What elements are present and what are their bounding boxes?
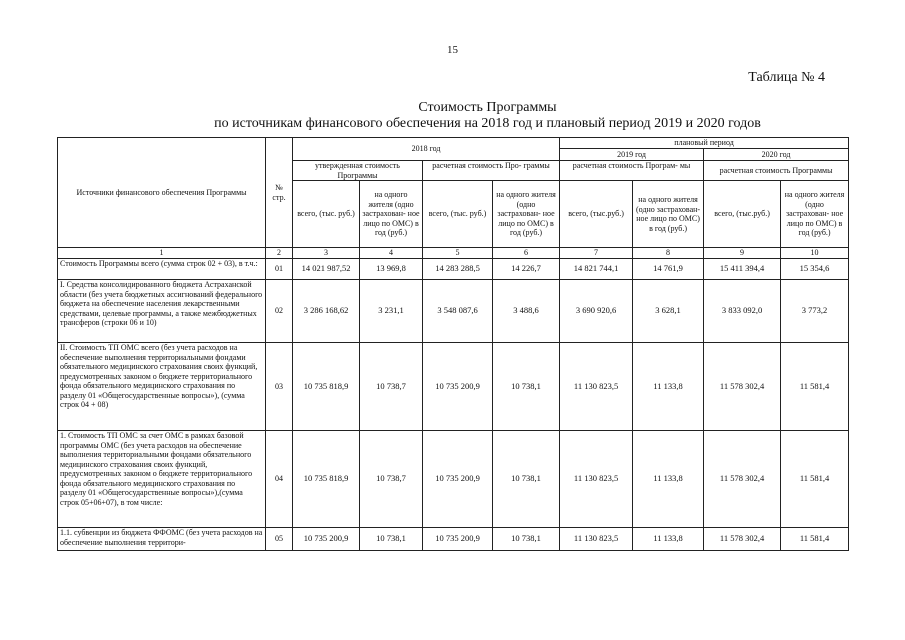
- value-cell: 10 735 818,9: [293, 431, 360, 528]
- header-planned-period-cell: плановый период: [560, 138, 849, 149]
- value-cell: 10 738,1: [493, 431, 560, 528]
- header-2020-cell: 2020 год: [704, 149, 849, 161]
- table-row: [58, 259, 849, 280]
- column-number-cell: 4: [360, 248, 423, 259]
- column-number-cell: 7: [560, 248, 633, 259]
- value-cell: 10 735 200,9: [423, 431, 493, 528]
- row-number-cell: 03: [266, 343, 293, 431]
- cost-table: [57, 137, 849, 551]
- column-number-cell: 2: [266, 248, 293, 259]
- value-cell: 14 226,7: [493, 259, 560, 280]
- value-cell: 11 130 823,5: [560, 431, 633, 528]
- column-number-cell: 5: [423, 248, 493, 259]
- value-cell: 10 738,1: [493, 343, 560, 431]
- row-label-cell: Стоимость Программы всего (сумма строк 02 + 03), в т.ч.:: [58, 259, 266, 280]
- table-row: [58, 280, 849, 343]
- header-total-cell: всего, (тыс.руб.): [560, 181, 633, 248]
- header-calc-cost-2019-cell: расчетная стоимость Програм- мы: [560, 161, 704, 181]
- value-cell: 14 283 288,5: [423, 259, 493, 280]
- value-cell: 10 738,1: [360, 528, 423, 551]
- table-title: Стоимость Программы: [418, 100, 557, 115]
- value-cell: 11 130 823,5: [560, 343, 633, 431]
- header-total-cell: всего, (тыс. руб.): [293, 181, 360, 248]
- value-cell: 14 021 987,52: [293, 259, 360, 280]
- row-number-cell: 02: [266, 280, 293, 343]
- header-per-capita-cell: на одного жителя (одно застрахован- ное лицо по ОМС) в год (руб.): [781, 181, 849, 248]
- value-cell: 11 133,8: [633, 343, 704, 431]
- value-cell: 11 578 302,4: [704, 343, 781, 431]
- column-number-cell: 6: [493, 248, 560, 259]
- value-cell: 14 821 744,1: [560, 259, 633, 280]
- table-row: [58, 431, 849, 528]
- value-cell: 10 738,7: [360, 431, 423, 528]
- header-2018-cell: 2018 год: [293, 138, 560, 161]
- row-label-cell: 1.1. субвенции из бюджета ФФОМС (без учета расходов на обеспечение выполнения территори-: [58, 528, 266, 551]
- header-per-capita-cell: на одного жителя (одно застрахован- ное лицо по ОМС) в год (руб.): [360, 181, 423, 248]
- value-cell: 11 133,8: [633, 528, 704, 551]
- header-total-cell: всего, (тыс.руб.): [704, 181, 781, 248]
- value-cell: 3 231,1: [360, 280, 423, 343]
- header-calc-cost-2020-cell: расчетная стоимость Программы: [704, 161, 849, 181]
- value-cell: 10 735 200,9: [293, 528, 360, 551]
- column-number-row: [58, 248, 849, 259]
- row-number-cell: 04: [266, 431, 293, 528]
- value-cell: 3 628,1: [633, 280, 704, 343]
- value-cell: 14 761,9: [633, 259, 704, 280]
- column-number-cell: 3: [293, 248, 360, 259]
- header-per-capita-cell: на одного жителя (одно застрахован- ное лицо по ОМС) в год (руб.): [633, 181, 704, 248]
- row-label-cell: 1. Стоимость ТП ОМС за счет ОМС в рамках базовой программы ОМС (без учета расходов на обеспечение выполнения территориальными фондами обязательного медицинского страхования своих функций, предусмотренных законом о бюджете территориального фонда обязательного медицинского страхования по разделу 01 «Общегосударственные вопросы»),(сумма строк 05+06+07), в том числе:: [58, 431, 266, 528]
- value-cell: 11 578 302,4: [704, 431, 781, 528]
- value-cell: 10 735 200,9: [423, 528, 493, 551]
- table-row: [58, 343, 849, 431]
- value-cell: 10 738,1: [493, 528, 560, 551]
- header-2019-cell: 2019 год: [560, 149, 704, 161]
- value-cell: 3 286 168,62: [293, 280, 360, 343]
- value-cell: 10 735 200,9: [423, 343, 493, 431]
- header-row-no-cell: № стр.: [266, 138, 293, 248]
- value-cell: 3 833 092,0: [704, 280, 781, 343]
- value-cell: 15 354,6: [781, 259, 849, 280]
- value-cell: 10 738,7: [360, 343, 423, 431]
- value-cell: 3 773,2: [781, 280, 849, 343]
- table-label: Таблица № 4: [748, 70, 825, 85]
- row-number-cell: 01: [266, 259, 293, 280]
- header-per-capita-cell: на одного жителя (одно застрахован- ное лицо по ОМС) в год (руб.): [493, 181, 560, 248]
- value-cell: 3 690 920,6: [560, 280, 633, 343]
- row-number-cell: 05: [266, 528, 293, 551]
- row-label-cell: I. Средства консолидированного бюджета Астраханской области (без учета бюджетных ассигнований федерального бюджета на обеспечение населения лекарственными средствами, целевые программы, а также межбюджетных трансферов (строки 06 и 10): [58, 280, 266, 343]
- column-number-cell: 8: [633, 248, 704, 259]
- value-cell: 11 130 823,5: [560, 528, 633, 551]
- value-cell: 11 133,8: [633, 431, 704, 528]
- column-number-cell: 9: [704, 248, 781, 259]
- value-cell: 3 488,6: [493, 280, 560, 343]
- value-cell: 11 581,4: [781, 431, 849, 528]
- value-cell: 11 581,4: [781, 343, 849, 431]
- value-cell: 13 969,8: [360, 259, 423, 280]
- value-cell: 11 578 302,4: [704, 528, 781, 551]
- header-source-cell: Источники финансового обеспечения Программы: [58, 138, 266, 248]
- header-approved-cost-cell: утвержденная стоимость Программы: [293, 161, 423, 181]
- row-label-cell: II. Стоимость ТП ОМС всего (без учета расходов на обеспечение выполнения территориальными фондами обязательного медицинского страхования своих функций, предусмотренных законом о бюджете территориального фонда обязательного медицинского страхования по разделу 01 «Общегосударственные вопросы»), (сумма строк 04 + 08): [58, 343, 266, 431]
- page-number: 15: [447, 44, 458, 56]
- table-row: [58, 528, 849, 551]
- header-row: [58, 138, 849, 149]
- table-subtitle: по источникам финансового обеспечения на 2018 год и плановый период 2019 и 2020 годов: [214, 116, 761, 131]
- column-number-cell: 1: [58, 248, 266, 259]
- header-calc-cost-2018-cell: расчетная стоимость Про- граммы: [423, 161, 560, 181]
- column-number-cell: 10: [781, 248, 849, 259]
- value-cell: 11 581,4: [781, 528, 849, 551]
- value-cell: 15 411 394,4: [704, 259, 781, 280]
- value-cell: 10 735 818,9: [293, 343, 360, 431]
- value-cell: 3 548 087,6: [423, 280, 493, 343]
- header-total-cell: всего, (тыс. руб.): [423, 181, 493, 248]
